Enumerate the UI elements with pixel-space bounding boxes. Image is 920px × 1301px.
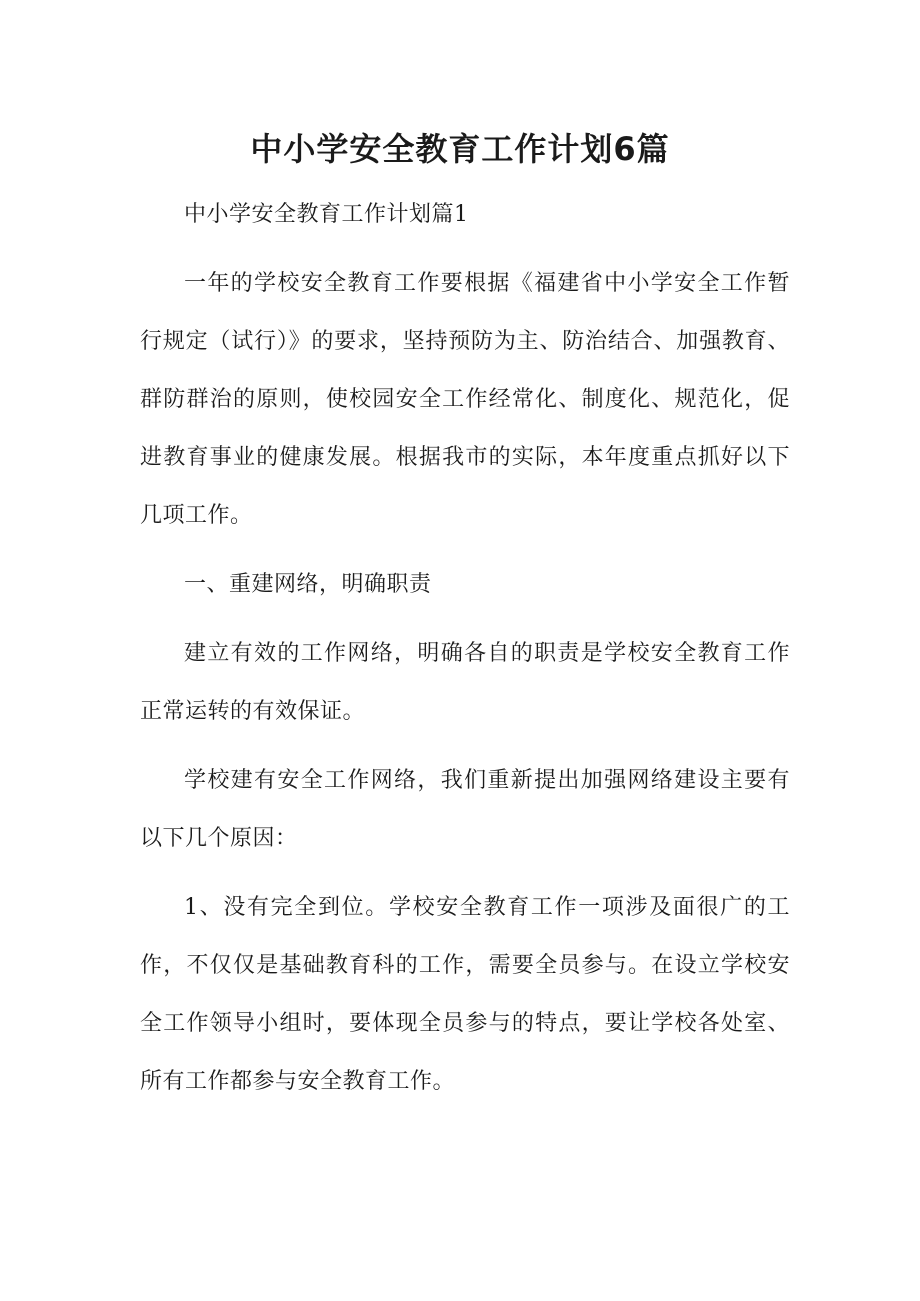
body-paragraph: 学校建有安全工作网络，我们重新提出加强网络建设主要有以下几个原因： [140,768,790,851]
section-heading-plan-1: 中小学安全教育工作计划篇1 [184,202,469,227]
document-title: 中小学安全教育工作计划6篇 [250,130,670,168]
section-heading-network: 一、重建网络，明确职责 [184,572,432,597]
intro-paragraph: 一年的学校安全教育工作要根据《福建省中小学安全工作暂行规定（试行）》的要求，坚持预防为主、防治结合、加强教育、群防群治的原则，使校园安全工作经常化、制度化、规范化，促进教育事业的健康发展。根据我市的实际，本年度重点抓好以下几项工作。 [140,271,790,528]
document-body [140,186,790,1122]
list-item-paragraph: 1、没有完全到位。学校安全教育工作一项涉及面很广的工作，不仅仅是基础教育科的工作，需要全员参与。在设立学校安全工作领导小组时，要体现全员参与的特点，要让学校各处室、所有工作都参与安全教育工作。 [140,895,790,1094]
body-paragraph: 建立有效的工作网络，明确各自的职责是学校安全教育工作正常运转的有效保证。 [140,641,790,724]
